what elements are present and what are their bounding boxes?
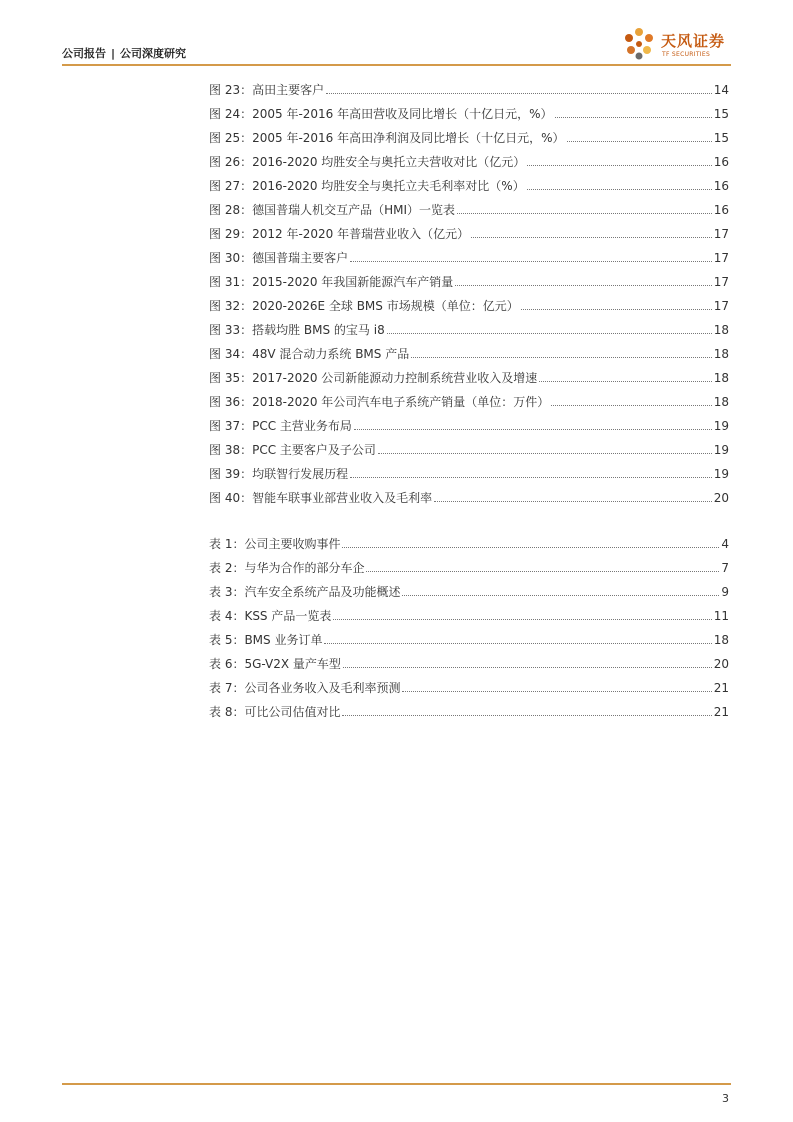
toc-leader [378, 452, 712, 454]
toc-figure-30[interactable] [209, 242, 729, 266]
toc-entry-page: 4 [721, 537, 729, 551]
flower-logo-icon [619, 26, 659, 64]
toc-figure-26[interactable] [209, 146, 729, 170]
toc-entry-title: 图 34：48V 混合动力系统 BMS 产品 [209, 347, 410, 361]
toc-leader [527, 164, 711, 166]
toc-figure-35[interactable] [209, 362, 729, 386]
toc-entry-page: 21 [713, 705, 729, 719]
toc-entry-page: 9 [721, 585, 729, 599]
toc-entry-title: 表 3：汽车安全系统产品及功能概述 [209, 585, 401, 599]
toc-entry-title: 图 23：高田主要客户 [209, 83, 325, 97]
report-subtype: 公司深度研究 [120, 47, 187, 60]
toc-leader [350, 476, 712, 478]
toc-entry-page: 18 [713, 633, 729, 647]
tf-securities-logo [619, 26, 731, 66]
toc-leader [326, 92, 712, 94]
toc-entry-title: 表 8：可比公司估值对比 [209, 705, 341, 719]
toc-figure-34[interactable] [209, 338, 729, 362]
report-category [62, 45, 186, 61]
toc-entry-page: 20 [713, 657, 729, 671]
toc-entry-page: 17 [713, 227, 729, 241]
toc-entry-page: 19 [713, 467, 729, 481]
toc-leader [471, 236, 712, 238]
toc-entry-page: 16 [713, 203, 729, 217]
toc-table-1[interactable] [209, 528, 729, 552]
toc-entry-title: 图 40：智能车联事业部营业收入及毛利率 [209, 491, 433, 505]
toc-entry-page: 17 [713, 299, 729, 313]
toc-figure-27[interactable] [209, 170, 729, 194]
toc-table-3[interactable] [209, 576, 729, 600]
toc-leader [539, 380, 711, 382]
toc-entry-title: 图 24：2005 年-2016 年高田营收及同比增长（十亿日元，%） [209, 107, 553, 121]
toc-entry-title: 图 26：2016-2020 均胜安全与奥托立夫营收对比（亿元） [209, 155, 526, 169]
toc-leader [527, 188, 712, 190]
toc-figure-25[interactable] [209, 122, 729, 146]
toc-table-6[interactable] [209, 648, 729, 672]
header-separator: | [111, 47, 116, 60]
toc-entry-title: 表 7：公司各业务收入及毛利率预测 [209, 681, 401, 695]
toc-leader [402, 594, 719, 596]
logo-subtitle: TF SECURITIES [662, 51, 711, 58]
toc-entry-page: 17 [713, 251, 729, 265]
toc-entry-title: 表 1：公司主要收购事件 [209, 537, 341, 551]
toc-entry-page: 18 [713, 395, 729, 409]
toc-figure-32[interactable] [209, 290, 729, 314]
toc-entry-page: 16 [713, 155, 729, 169]
toc-entry-page: 11 [713, 609, 729, 623]
toc-entry-page: 20 [713, 491, 729, 505]
toc-entry-page: 21 [713, 681, 729, 695]
toc-leader [350, 260, 712, 262]
header-rule [62, 64, 731, 66]
toc-leader [342, 546, 719, 548]
toc-entry-page: 18 [713, 347, 729, 361]
toc-leader [567, 140, 712, 142]
toc-table-4[interactable] [209, 600, 729, 624]
toc-leader [333, 618, 711, 620]
toc-leader [457, 212, 712, 214]
toc-entry-page: 19 [713, 443, 729, 457]
logo-name: 天风证券 [661, 32, 726, 50]
toc-entry-title: 图 30：德国普瑞主要客户 [209, 251, 349, 265]
toc-entry-title: 图 29：2012 年-2020 年普瑞营业收入（亿元） [209, 227, 470, 241]
toc-entry-title: 图 32：2020-2026E 全球 BMS 市场规模（单位：亿元） [209, 299, 519, 313]
toc-figure-38[interactable] [209, 434, 729, 458]
toc-entry-page: 15 [713, 107, 729, 121]
toc-leader [343, 666, 712, 668]
toc-entry-page: 19 [713, 419, 729, 433]
toc-table-7[interactable] [209, 672, 729, 696]
toc-figure-29[interactable] [209, 218, 729, 242]
toc-entry-title: 图 38：PCC 主要客户及子公司 [209, 443, 376, 457]
toc-entry-page: 14 [713, 83, 729, 97]
toc-leader [434, 500, 712, 502]
toc-leader [455, 284, 711, 286]
toc-entry-page: 17 [713, 275, 729, 289]
toc-section-gap [209, 506, 729, 528]
toc-entry-title: 图 36：2018-2020 年公司汽车电子系统产销量（单位：万件） [209, 395, 550, 409]
toc-figure-31[interactable] [209, 266, 729, 290]
toc-leader [366, 570, 719, 572]
toc-entry-page: 15 [713, 131, 729, 145]
toc-leader [521, 308, 712, 310]
toc-entry-title: 表 4：KSS 产品一览表 [209, 609, 332, 623]
toc-entry-page: 18 [713, 371, 729, 385]
toc-entry-title: 图 28：德国普瑞人机交互产品（HMI）一览表 [209, 203, 456, 217]
toc-entry-page: 16 [713, 179, 729, 193]
footer-rule [62, 1083, 731, 1085]
toc-leader [551, 404, 711, 406]
toc-entry-title: 图 25：2005 年-2016 年高田净利润及同比增长（十亿日元，%） [209, 131, 565, 145]
toc-entry-title: 表 2：与华为合作的部分车企 [209, 561, 365, 575]
toc-figure-33[interactable] [209, 314, 729, 338]
toc-leader [411, 356, 712, 358]
toc-entry-title: 图 33：搭载均胜 BMS 的宝马 i8 [209, 323, 385, 337]
toc-figure-28[interactable] [209, 194, 729, 218]
toc-leader [324, 642, 711, 644]
page-number: 3 [722, 1092, 729, 1105]
toc-figure-40[interactable] [209, 482, 729, 506]
report-type: 公司报告 [62, 47, 106, 60]
toc-table-2[interactable] [209, 552, 729, 576]
toc-figure-36[interactable] [209, 386, 729, 410]
toc-figure-23[interactable] [209, 74, 729, 98]
toc-leader [402, 690, 711, 692]
toc-entry-title: 表 5：BMS 业务订单 [209, 633, 323, 647]
toc-entry-page: 18 [713, 323, 729, 337]
toc-entry-title: 图 35：2017-2020 公司新能源动力控制系统营业收入及增速 [209, 371, 538, 385]
toc-entry-title: 图 37：PCC 主营业务布局 [209, 419, 352, 433]
toc-entry-title: 图 31：2015-2020 年我国新能源汽车产销量 [209, 275, 454, 289]
toc-entry-title: 图 39：均联智行发展历程 [209, 467, 349, 481]
toc-table-5[interactable] [209, 624, 729, 648]
page-header [62, 28, 731, 68]
toc-entry-page: 7 [721, 561, 729, 575]
toc-figure-24[interactable] [209, 98, 729, 122]
toc-figure-37[interactable] [209, 410, 729, 434]
toc-leader [342, 714, 711, 716]
toc-figure-39[interactable] [209, 458, 729, 482]
toc-leader [555, 116, 712, 118]
toc-entry-title: 图 27：2016-2020 均胜安全与奥托立夫毛利率对比（%） [209, 179, 525, 193]
toc-entry-title: 表 6：5G-V2X 量产车型 [209, 657, 341, 671]
toc-table-8[interactable] [209, 696, 729, 720]
table-of-contents [209, 74, 729, 720]
toc-leader [354, 428, 712, 430]
toc-leader [387, 332, 712, 334]
